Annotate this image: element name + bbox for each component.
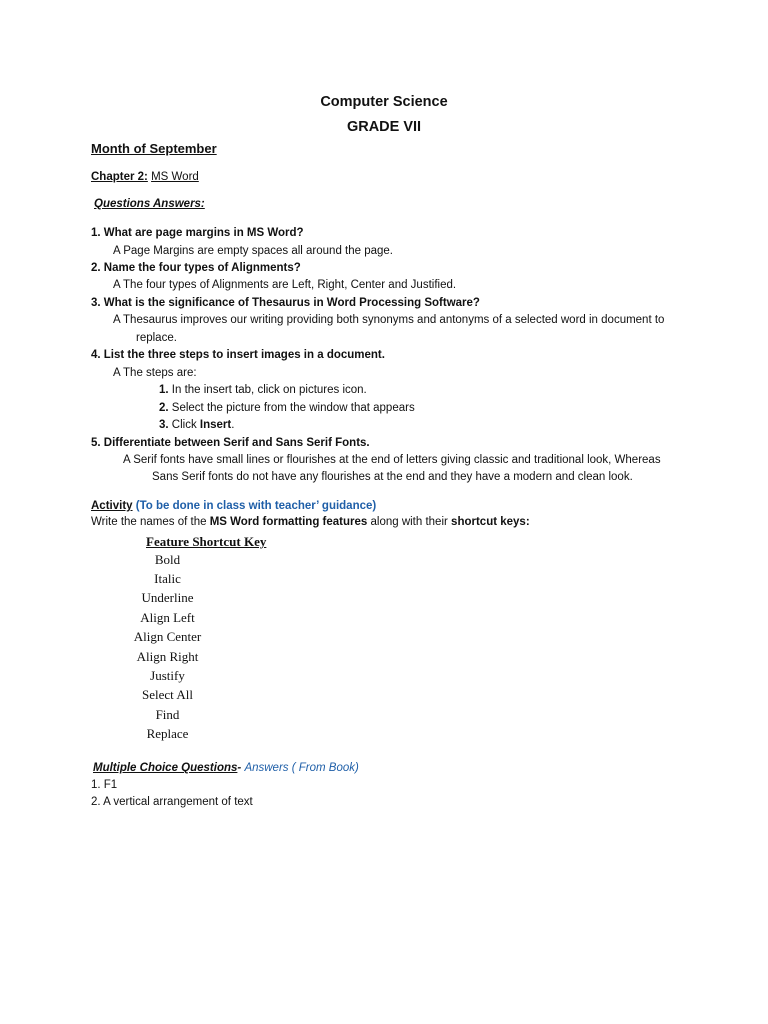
activity-note: (To be done in class with teacher’ guidance)	[132, 500, 377, 512]
question-2: 2. Name the four types of Alignments?	[91, 262, 301, 274]
activity-instruction	[91, 516, 530, 528]
qa-heading: Questions Answers:	[94, 198, 205, 210]
feature-item: Select All	[142, 687, 193, 702]
answer-1: A Page Margins are empty spaces all around the page.	[113, 245, 394, 257]
step-3-text: Click	[168, 419, 200, 431]
mcq-label: Multiple Choice Questions	[93, 762, 238, 774]
activity-heading	[91, 500, 376, 512]
step-2	[159, 402, 415, 414]
feature-item: Find	[155, 707, 180, 722]
answer-3: A Thesaurus improves our writing providing both synonyms and antonyms of a selected word in document to	[113, 314, 665, 326]
month-heading: Month of September	[91, 141, 217, 156]
instr-mid: along with their	[367, 516, 452, 528]
mcq-heading	[93, 762, 359, 774]
subject-title: Computer Science	[320, 94, 448, 110]
chapter-label: Chapter 2:	[91, 171, 148, 183]
step-3-bold: Insert	[199, 419, 232, 431]
step-3	[159, 419, 234, 431]
step-3-tail: .	[231, 419, 235, 431]
answer-3-cont: replace.	[136, 332, 177, 344]
mcq-note: Answers ( From Book)	[244, 762, 359, 774]
step-2-num: 2.	[159, 402, 169, 414]
step-2-text: Select the picture from the window that appears	[168, 402, 415, 414]
step-1-text: In the insert tab, click on pictures icon.	[168, 384, 367, 396]
answer-4: A The steps are:	[113, 367, 197, 379]
feature-item: Replace	[146, 726, 189, 741]
feature-item: Align Center	[133, 629, 202, 644]
chapter-line	[91, 171, 199, 183]
step-3-num: 3.	[159, 419, 169, 431]
feature-item: Bold	[154, 552, 181, 567]
feature-item: Italic	[154, 571, 181, 586]
activity-label: Activity	[91, 500, 133, 512]
instr-bold-2: shortcut keys:	[451, 516, 530, 528]
feature-item: Justify	[150, 668, 185, 683]
question-5: 5. Differentiate between Serif and Sans Serif Fonts.	[91, 437, 370, 449]
feature-item: Align Left	[140, 610, 195, 625]
feature-table-header: Feature Shortcut Key	[146, 534, 267, 549]
answer-5-cont: Sans Serif fonts do not have any flourishes at the end and they have a modern and clean look.	[152, 471, 633, 483]
grade-title: GRADE VII	[346, 119, 422, 135]
question-3: 3. What is the significance of Thesaurus in Word Processing Software?	[91, 297, 480, 309]
feature-item: Underline	[141, 590, 194, 605]
mcq-dash: -	[237, 762, 245, 774]
mcq-answer-1: 1. F1	[91, 779, 118, 791]
answer-5: A Serif fonts have small lines or flourishes at the end of letters giving classic and traditional look, Whereas	[123, 454, 661, 466]
instr-pre: Write the names of the	[91, 516, 210, 528]
mcq-answer-2: 2. A vertical arrangement of text	[91, 796, 253, 808]
question-1: 1. What are page margins in MS Word?	[91, 227, 304, 239]
question-4: 4. List the three steps to insert images in a document.	[91, 349, 385, 361]
chapter-name: MS Word	[151, 171, 199, 183]
feature-item: Align Right	[136, 649, 199, 664]
step-1-num: 1.	[159, 384, 169, 396]
answer-2: A The four types of Alignments are Left, Right, Center and Justified.	[113, 279, 457, 291]
step-1	[159, 384, 367, 396]
instr-bold-1: MS Word formatting features	[209, 516, 368, 528]
